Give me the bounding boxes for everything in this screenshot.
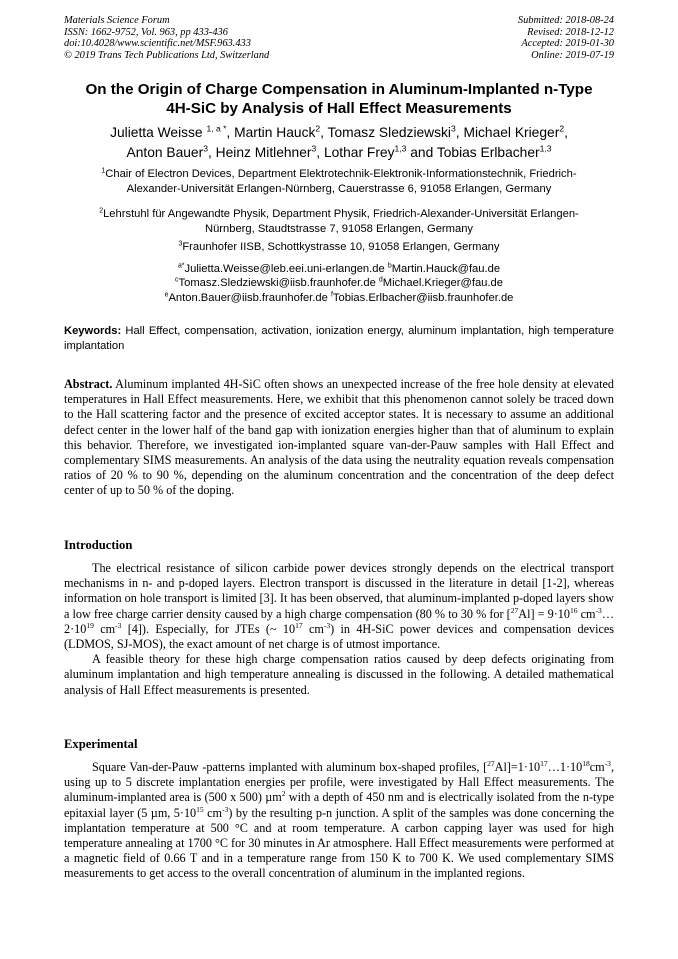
doi-line: doi:10.4028/www.scientific.net/MSF.963.433 — [64, 38, 251, 50]
superscript: 15 — [196, 804, 204, 814]
experimental-heading: Experimental — [64, 737, 138, 751]
journal-name: Materials Science Forum — [64, 15, 170, 26]
abstract — [64, 377, 614, 499]
title-line-1: On the Origin of Charge Compensation in Aluminum-Implanted n-Type — [85, 81, 593, 98]
title-line-2: 4H-SiC by Analysis of Hall Effect Measurements — [166, 100, 512, 117]
keywords-label: Keywords: — [64, 325, 122, 337]
author-name: , Lothar Frey — [316, 144, 395, 160]
author-affil: 3 — [311, 142, 317, 153]
online-date: Online: 2019-07-19 — [531, 49, 614, 61]
affil-text: Chair of Electron Devices, Department Elektrotechnik-Elektronik-Informationstechnik, Friedrich- — [105, 168, 577, 180]
author-name: , Michael Krieger — [455, 125, 560, 140]
author-affil: 3 — [451, 123, 456, 134]
text-run: Al]=1·10 — [494, 760, 541, 774]
author-affil: 1,3 — [539, 142, 552, 153]
text-run: cm — [589, 760, 605, 774]
email-marker: f — [330, 291, 333, 299]
revised-date: Revised: 2018-12-12 — [527, 26, 614, 38]
author-affil: 1,3 — [394, 142, 407, 153]
authors-line-2 — [40, 143, 638, 163]
superscript: 27 — [487, 758, 495, 768]
affil-number: 3 — [178, 240, 183, 248]
journal-info — [64, 15, 269, 61]
text-run: ) in 4H-SiC power devices and compensation devices (LDMOS, SJ-MOS), the exact amount of net charge is of utmost importance. — [64, 621, 615, 652]
author-list — [40, 123, 638, 162]
keywords-text: Hall Effect, compensation, activation, ionization energy, aluminum implantation, high temperature implantation — [64, 325, 614, 352]
text-run: …1·10 — [547, 760, 583, 774]
author-name: Julietta Weisse — [110, 125, 207, 140]
text-run: cm — [93, 621, 116, 636]
text-run: ) by the resulting p-n junction. A split of the samples was done concerning the implantation temperature at 500 °C and at room temperature. A carbon capping layer was used for high temperature annealing at 1700 °C for 30 minutes in Ar atmosphere. Hall Effect measurements were performed at a magnetic field of 0.66 T and in a temperature range from 150 K to 700 K. We used complementary SIMS measurements to get access to the overall concentration of aluminum in the implanted regions. — [64, 805, 615, 881]
keywords — [64, 324, 614, 353]
affil-number: 1 — [101, 167, 106, 175]
superscript: 17 — [540, 758, 548, 768]
email-marker: a* — [177, 262, 185, 270]
introduction-heading: Introduction — [64, 538, 133, 552]
email-address[interactable]: Michael.Krieger@fau.de — [382, 277, 503, 290]
experimental-body — [64, 760, 614, 882]
email-address[interactable]: Julietta.Weisse@leb.eei.uni-erlangen.de — [184, 263, 388, 275]
superscript: -3 — [323, 620, 331, 630]
affil-number: 2 — [99, 207, 104, 215]
author-affil: 2 — [315, 123, 321, 134]
affiliation-3 — [56, 240, 622, 255]
copyright-line: © 2019 Trans Tech Publications Ltd, Switzerland — [64, 49, 270, 61]
superscript: 2 — [281, 789, 286, 799]
email-marker: b — [387, 262, 392, 270]
accepted-date: Accepted: 2019-01-30 — [521, 38, 614, 50]
intro-paragraph-1 — [64, 561, 614, 652]
text-run: , using up to 5 discrete implantation energies per profile, were investigated by Hall Effect measurements. The aluminum-implanted area is (500 x 500) µm — [64, 760, 614, 805]
text-run: cm — [203, 805, 223, 820]
superscript: 19 — [86, 620, 94, 630]
author-name: , Martin Hauck — [226, 125, 316, 140]
superscript: -3 — [115, 620, 122, 630]
author-affil: 1, a * — [206, 123, 227, 134]
abstract-label: Abstract. — [64, 377, 113, 391]
superscript: 17 — [295, 620, 303, 630]
publication-dates — [518, 15, 614, 61]
text-run: [4]). Especially, for JTEs (~ 10 — [121, 621, 296, 636]
email-marker: d — [378, 276, 383, 284]
text-run: with a depth of 450 nm and is electrically isolated from the n-type epitaxial layer (5 µm, 5·10 — [64, 790, 614, 820]
affil-text: Fraunhofer IISB, Schottkystrasse 10, 91058 Erlangen, Germany — [182, 241, 500, 253]
text-run: cm — [302, 621, 324, 636]
text-run: The electrical resistance of silicon carbide power devices strongly depends on the electrical transport mechanisms in n- and p-doped layers. Electron transport is discussed in the literature in detail [1-2], whereas information on hole transport is limited [3]. It has been observed, that aluminum-implanted p-doped layers show a low free charge carrier density caused by a high charge compensation (80 % to 30 % for [ — [64, 561, 614, 621]
affil-text: Nürnberg, Staudtstrasse 7, 91058 Erlangen, Germany — [204, 222, 474, 235]
superscript: 18 — [582, 758, 590, 768]
email-list — [56, 262, 622, 305]
superscript: -3 — [604, 758, 611, 768]
affil-text: Alexander-Universität Erlangen-Nürnberg, Cauerstrasse 6, 91058 Erlangen, Germany — [126, 182, 552, 195]
superscript: 27 — [510, 605, 519, 615]
affil-text: Lehrstuhl für Angewandte Physik, Department Physik, Friedrich-Alexander-Universität Erlangen- — [103, 208, 579, 220]
paper-title — [50, 80, 628, 118]
submitted-date: Submitted: 2018-08-24 — [517, 15, 614, 26]
author-name: , Tomasz Sledziewski — [320, 125, 452, 140]
experimental-paragraph — [64, 760, 614, 882]
authors-line-1: Julietta Weisse $^{1, a *}$, Martin Hauck$^2$, Tomasz Sledziewski$^3$, Michael Krieger$^2$, — [110, 123, 568, 140]
affiliation-2 — [56, 207, 622, 236]
email-marker: c — [175, 276, 179, 284]
superscript: -3 — [595, 605, 602, 615]
author-name: and Tobias Erlbacher — [406, 144, 540, 160]
email-address[interactable]: Tobias.Erlbacher@iisb.fraunhofer.de — [332, 291, 514, 304]
superscript: -3 — [222, 804, 229, 814]
author-affil: 3 — [203, 142, 208, 153]
introduction-body — [64, 561, 614, 698]
email-address[interactable]: Tomasz.Sledziewski@iisb.fraunhofer.de — [178, 277, 379, 290]
email-address[interactable]: Martin.Hauck@fau.de — [391, 263, 501, 275]
author-affil: 2 — [559, 123, 565, 134]
text-run: Square Van-der-Pauw -patterns implanted with aluminum box-shaped profiles, [ — [92, 760, 488, 774]
text-run: cm — [577, 606, 596, 621]
superscript: 16 — [569, 605, 578, 615]
text-run: …2·10 — [64, 606, 615, 636]
issn-line: ISSN: 1662-9752, Vol. 963, pp 433-436 — [64, 26, 228, 38]
abstract-text: Aluminum implanted 4H-SiC often shows an unexpected increase of the free hole density at elevated temperatures in Hall Effect measurements. Here, we exhibit that this phenomenon cannot solely be traced down to the Hall scattering factor and the presence of excited acceptor states. It is necessary to assume an additional defect center in the lower half of the band gap with ionization energies higher than that of aluminum to explain this behavior. Therefore, we investigated ion-implanted square van-der-Pauw samples with Hall Effect and complementary SIMS measurements. An analysis of the data using the neutrality equation reveals compensation ratios of 20 % to 90 %, depending on the aluminum concentration and the concentration of the deep defect center of up to 50 % of the doping. — [64, 377, 614, 498]
email-address[interactable]: Anton.Bauer@iisb.fraunhofer.de — [168, 291, 331, 304]
intro-paragraph-2: A feasible theory for these high charge compensation ratios caused by deep defects originating from aluminum implantation and high temperature annealing is discussed in the following. A detailed mathematical analysis of Hall Effect measurements is presented. — [64, 652, 614, 697]
text-run: Al] = 9·10 — [518, 606, 570, 621]
affiliation-1 — [56, 167, 622, 196]
author-name: Anton Bauer — [126, 144, 204, 160]
author-name: , Heinz Mitlehner — [207, 144, 312, 160]
email-marker: e — [164, 291, 169, 299]
